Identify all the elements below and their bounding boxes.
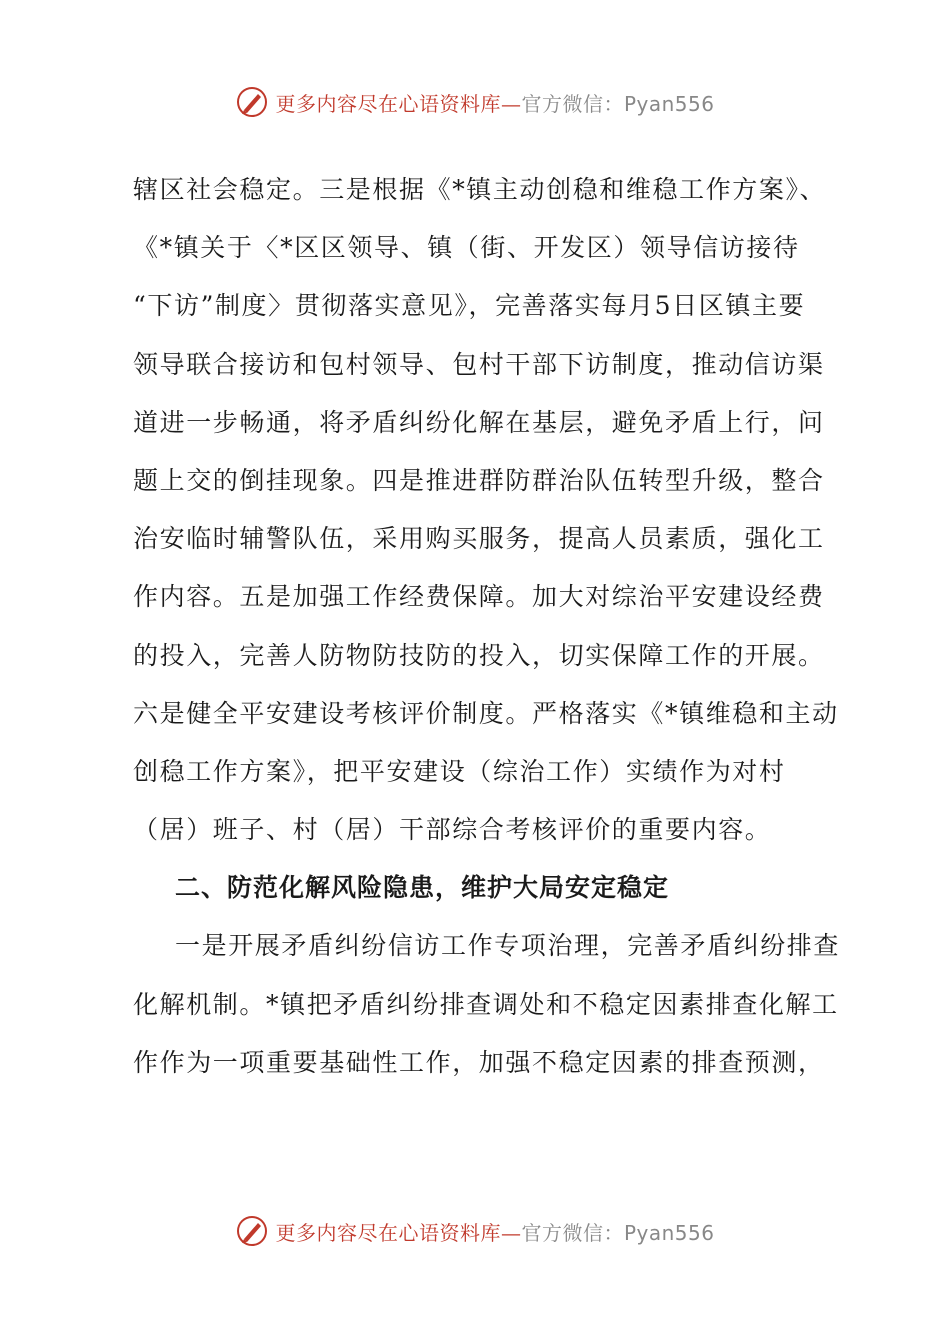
body-line: 作内容。五是加强工作经费保障。加大对综治平安建设经费: [133, 582, 825, 612]
body-line: 道进一步畅通，将矛盾纠纷化解在基层，避免矛盾上行，问: [133, 407, 825, 437]
body-line: 领导联合接访和包村领导、包村干部下访制度，推动信访渠: [133, 349, 825, 379]
header-watermark: [0, 82, 950, 122]
body-line: “下访”制度〉贯彻落实意见》，完善落实每月5日区镇主要: [133, 291, 806, 321]
body-line: 的投入，完善人防物防技防的投入，切实保障工作的开展。: [133, 640, 825, 670]
pen-logo-icon: [235, 1214, 269, 1248]
body-line: 《*镇关于〈*区区领导、镇（街、开发区）领导信访接待: [133, 233, 800, 263]
body-line: 辖区社会稳定。三是根据《*镇主动创稳和维稳工作方案》、: [133, 175, 827, 204]
body-line: 一是开展矛盾纠纷信访工作专项治理，完善矛盾纠纷排查: [175, 931, 841, 961]
body-line: （居）班子、村（居）干部综合考核评价的重要内容。: [133, 815, 772, 845]
watermark-text: 更多内容尽在心语资料库—官方微信：Pyan556: [275, 1220, 715, 1245]
body-line: 作作为一项重要基础性工作，加强不稳定因素的排查预测，: [133, 1047, 825, 1077]
body-line: 创稳工作方案》，把平安建设（综治工作）实绩作为对村: [133, 756, 786, 786]
pen-logo-icon: [235, 85, 269, 119]
body-line: 化解机制。*镇把矛盾纠纷排查调处和不稳定因素排查化解工: [133, 989, 839, 1019]
section-heading: 二、防范化解风险隐患，维护大局安定稳定: [175, 873, 670, 903]
body-line: 六是健全平安建设考核评价制度。严格落实《*镇维稳和主动: [133, 698, 839, 728]
watermark-text: 更多内容尽在心语资料库—官方微信：Pyan556: [275, 91, 715, 116]
document-body: [133, 161, 841, 1092]
footer-watermark: [0, 1211, 950, 1251]
body-line: 题上交的倒挂现象。四是推进群防群治队伍转型升级，整合: [133, 465, 825, 495]
body-line: 治安临时辅警队伍，采用购买服务，提高人员素质，强化工: [133, 524, 825, 554]
